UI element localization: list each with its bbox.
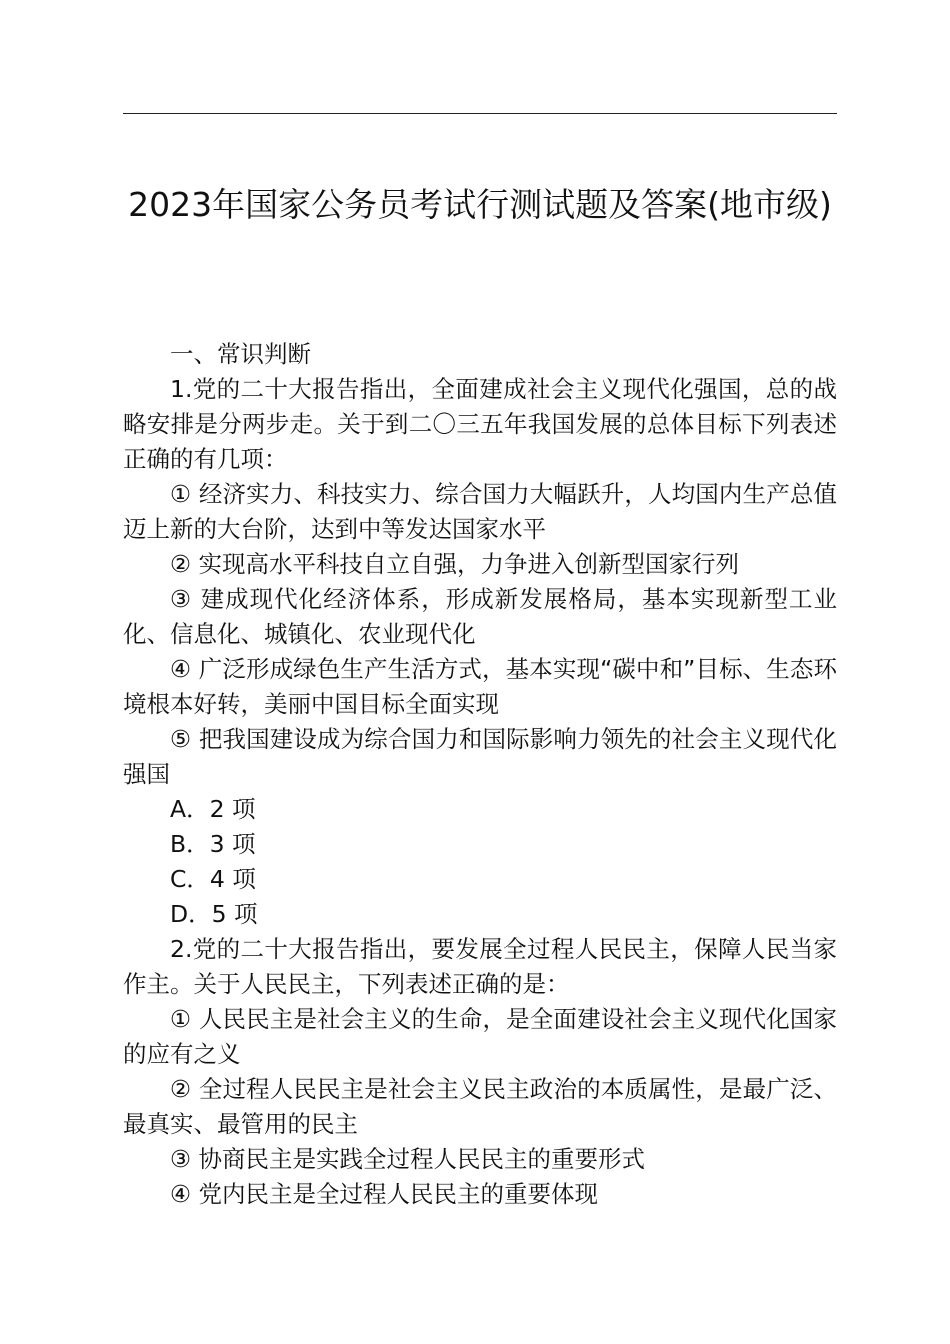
question-1-option-c: C．4 项 bbox=[170, 865, 256, 893]
header-rule bbox=[123, 113, 837, 114]
question-1-option-d: D．5 项 bbox=[170, 900, 258, 928]
question-2-statement-1: ① 人民民主是社会主义的生命，是全面建设社会主义现代化国家的应有之义 bbox=[123, 1005, 837, 1068]
question-1-stem: 1.党的二十大报告指出，全面建成社会主义现代化强国，总的战略安排是分两步走。关于到二〇三五年我国发展的总体目标下列表述正确的有几项： bbox=[123, 375, 837, 473]
question-1-statement-2: ② 实现高水平科技自立自强，力争进入创新型国家行列 bbox=[170, 550, 740, 578]
question-2-stem: 2.党的二十大报告指出，要发展全过程人民民主，保障人民当家作主。关于人民民主，下列表述正确的是： bbox=[123, 935, 837, 998]
question-1-statement-5: ⑤ 把我国建设成为综合国力和国际影响力领先的社会主义现代化强国 bbox=[123, 725, 837, 788]
question-1-option-a: A．2 项 bbox=[170, 795, 256, 823]
question-2-statement-4: ④ 党内民主是全过程人民民主的重要体现 bbox=[170, 1180, 599, 1208]
document-title: 2023年国家公务员考试行测试题及答案(地市级) bbox=[128, 185, 832, 224]
document-body bbox=[123, 337, 837, 1212]
section-heading: 一、常识判断 bbox=[170, 340, 311, 368]
question-1-statement-4: ④ 广泛形成绿色生产生活方式，基本实现“碳中和”目标、生态环境根本好转，美丽中国目标全面实现 bbox=[123, 655, 837, 718]
question-2-statement-3: ③ 协商民主是实践全过程人民民主的重要形式 bbox=[170, 1145, 646, 1173]
question-1-statement-3: ③ 建成现代化经济体系，形成新发展格局，基本实现新型工业化、信息化、城镇化、农业现代化 bbox=[123, 585, 837, 648]
question-1-statement-1: ① 经济实力、科技实力、综合国力大幅跃升，人均国内生产总值迈上新的大台阶，达到中等发达国家水平 bbox=[123, 480, 837, 543]
question-1-option-b: B．3 项 bbox=[170, 830, 256, 858]
question-2-statement-2: ② 全过程人民民主是社会主义民主政治的本质属性，是最广泛、最真实、最管用的民主 bbox=[123, 1075, 837, 1138]
